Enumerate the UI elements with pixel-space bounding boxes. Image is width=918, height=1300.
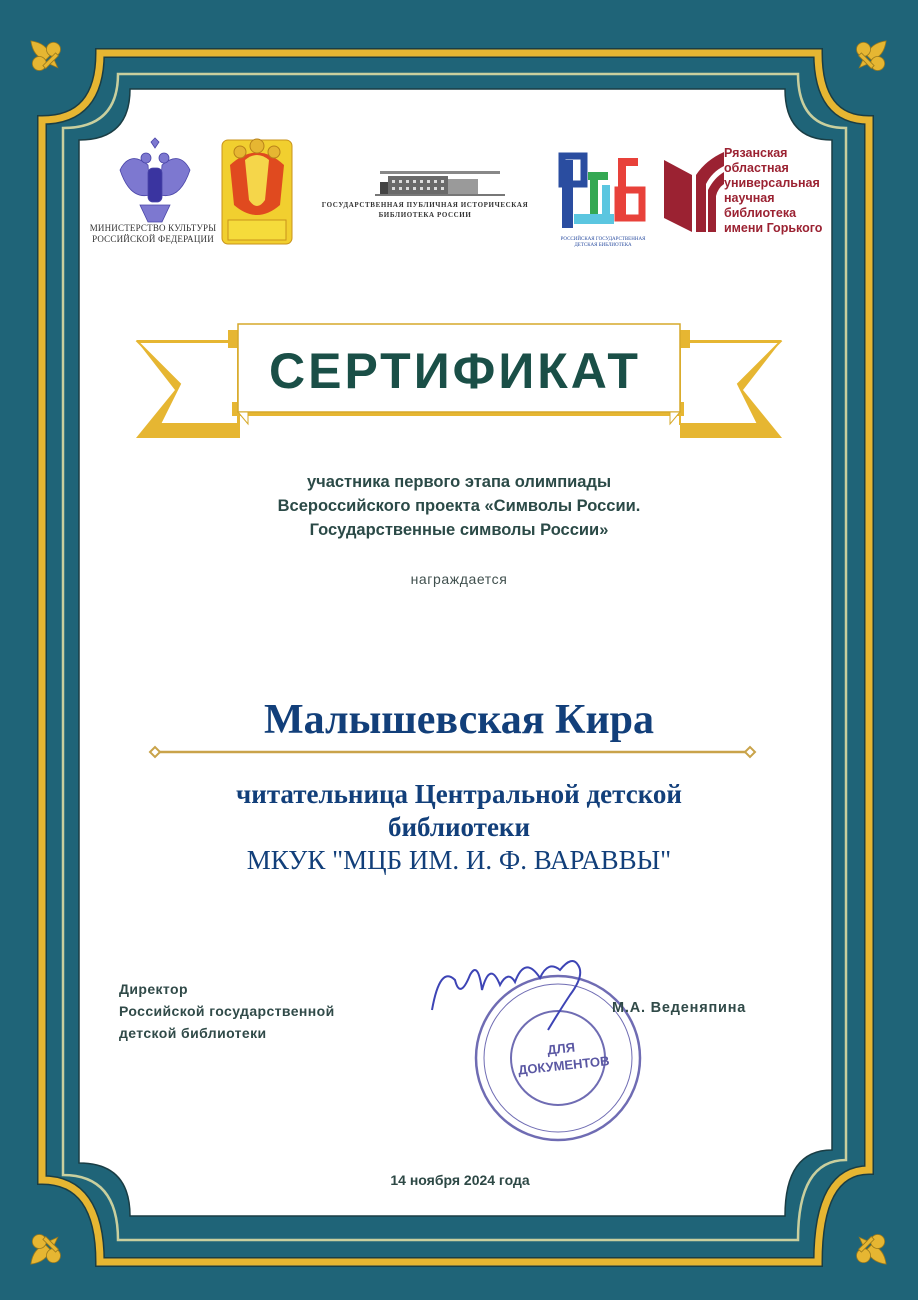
ministry-caption-line: РОССИЙСКОЙ ФЕДЕРАЦИИ [92,234,214,244]
ryazan-line: Рязанская [724,146,788,160]
ministry-caption [88,223,218,245]
director-line: Российской государственной [119,1003,335,1019]
director-line: детской библиотеки [119,1025,267,1041]
ryazan-line: научная [724,191,775,205]
gpib-caption [300,200,550,220]
recipient-affiliation [140,778,778,877]
certificate-subtitle [200,470,718,542]
ryazan-line: универсальная [724,176,820,190]
certificate-date: 14 ноября 2024 года [390,1172,530,1188]
ryazan-line: имени Горького [724,221,823,235]
certificate-title: СЕРТИФИКАТ [269,343,641,399]
awarded-text: награждается [410,571,508,587]
ryazan-line: библиотека [724,206,797,220]
ministry-caption-line: МИНИСТЕРСТВО КУЛЬТУРЫ [89,223,217,233]
rgdb-caption [558,237,648,249]
subtitle-line: Государственные символы России» [309,521,609,539]
gpib-caption-line: ГОСУДАРСТВЕННАЯ ПУБЛИЧНАЯ ИСТОРИЧЕСКАЯ [321,201,529,209]
affiliation-line: МКУК "МЦБ ИМ. И. Ф. ВАРАВВЫ" [246,845,672,875]
ryazan-library-name [724,146,822,236]
subtitle-line: Всероссийского проекта «Символы России. [277,497,641,515]
stamp-line: ДОКУМЕНТОВ [517,1053,611,1078]
ryazan-line: областная [724,161,789,175]
gpib-caption-line: БИБЛИОТЕКА РОССИИ [378,211,472,219]
director-line: Директор [119,981,188,997]
stamp-line: ДЛЯ [546,1039,576,1058]
subtitle-line: участника первого этапа олимпиады [306,473,612,491]
rgdb-caption-line: РОССИЙСКАЯ ГОСУДАРСТВЕННАЯ [560,237,646,242]
rgdb-caption-line: ДЕТСКАЯ БИБЛИОТЕКА [574,243,632,248]
affiliation-line: библиотеки [387,812,531,842]
coat-of-arms-icon [222,139,292,244]
affiliation-line: читательница Центральной детской [236,779,682,809]
signer-name: М.А. Веденяпина [612,1000,747,1016]
director-title [119,978,335,1044]
recipient-name: Малышевская Кира [263,697,655,743]
